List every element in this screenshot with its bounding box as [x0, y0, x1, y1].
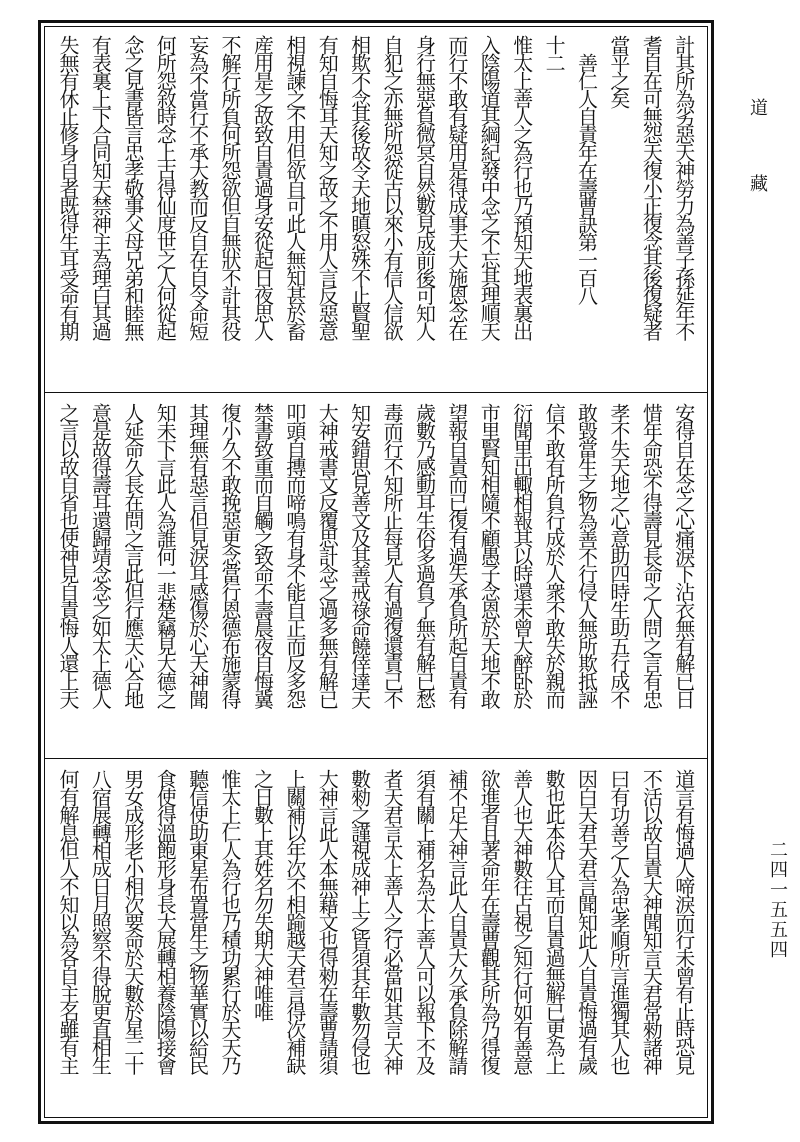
text-column: 何有解息但人不知以為各自主名雖有主: [56, 769, 80, 1074]
text-column: 身行無惡負微冥自然數見成前後可知人: [412, 35, 437, 340]
text-column: 惟太上善人之為行也乃預知天地表裏出: [509, 35, 534, 340]
text-column: 有表裏上下合同知天禁神主為理白其過: [88, 35, 113, 340]
margin-title-char-1: 道: [747, 98, 768, 118]
text-frame: [38, 20, 714, 1124]
margin-title-char-2: 藏: [747, 174, 768, 194]
text-column: 男女成形老小相次要命於天數於星二十: [120, 769, 145, 1074]
text-column: 安得自在念之心痛淚下沾衣無有解已日: [671, 403, 696, 708]
register-middle: [45, 397, 707, 758]
text-column: 之日數上其姓名勿失期大神唯唯: [250, 769, 275, 1020]
page-number: 二四一五五四: [767, 840, 788, 960]
text-column: 惜年命恐不得壽見長命之人問之言有忠: [639, 403, 664, 708]
text-column: 計其所為劣惡天神勞力為善子孫延年不: [671, 35, 696, 340]
text-column: 叩頭自摶而啼鳴有身不能自正而反多怨: [282, 403, 307, 708]
text-column: 耆自在可無怨天復小正復念其後復疑者: [639, 35, 664, 340]
text-column: 失無有休止修身自者既得生耳受命有期: [56, 35, 80, 340]
text-column: 望報自責而已復有過失承負所起自責有: [444, 403, 469, 708]
text-column: 不活以故自責大神聞知言天君常勑諸神: [639, 769, 664, 1074]
text-column: 其理無有惡言但見淚耳感傷於心天神聞: [185, 403, 210, 708]
text-column: 知未下言此人為誰何一悲楚竊見大德之: [153, 403, 178, 708]
text-column: 補不足大神言此人自責大久承負除解請: [444, 769, 469, 1074]
text-column: 入陰陽道其綱紀發中念之不忘其理順天: [477, 35, 502, 340]
text-column: 知安錯思見善文及其善戒祿命饒倖達天: [347, 403, 372, 708]
text-column: 禁書致重而自觸之致命不壽晨夜自悔冀: [250, 403, 275, 708]
text-column: 欲進者且著命年在壽曹觀其所為乃得復: [477, 769, 502, 1074]
text-column: 人延命久長在問之言此但行應天心合地: [120, 403, 145, 708]
register-top: [45, 29, 707, 390]
text-column: 數也此本俗人耳而自責過無解已更為上: [542, 769, 567, 1074]
text-column: 念之見書皆言忠孝敬事父母兄弟和睦無: [120, 35, 145, 340]
text-column: 市里賢知相隨不顧愚子念恩於天地不敢: [477, 403, 502, 708]
text-column: 有知自悔耳天知之故之不用人言反惡意: [315, 35, 340, 340]
text-column: 善人也大神數往占視之知行何如有善意: [509, 769, 534, 1074]
text-column: 而行不敢有疑用是得成事天大施恩念在: [444, 35, 469, 340]
text-column: 産用是之故致自責過身安從起日夜思人: [250, 35, 275, 340]
text-column: 之言以故自省也使神見自責悔人還上天: [56, 403, 80, 708]
text-column: 信不敢有所負行成於人衆不敢失於親而: [542, 403, 567, 708]
register-bottom: [45, 763, 707, 1124]
text-column: 復小久不敢挽惡更念當行恩德布施蒙得: [218, 403, 243, 708]
text-column: 者天君言太上善人之行必當如其言大神: [380, 769, 405, 1074]
text-column: 食使得溫飽形身長大展轉相養陰陽接會: [153, 769, 178, 1074]
text-column: 何所怨敘時念上古得仙度世之人何從起: [153, 35, 178, 340]
text-column: 因白天君天君言聞知此人自責悔過有歲: [574, 769, 599, 1074]
text-column: 須有關上補名為太上善人可以報下不及: [412, 769, 437, 1074]
text-column: 妄為不當行不承大教而反自在自令命短: [185, 35, 210, 340]
text-column: 上關補以年次不相踰越天君言得次補缺: [282, 769, 307, 1074]
text-column: 數勑之謹視成神上之皆須其年數勿侵也: [347, 769, 372, 1074]
text-column: 相欺不念其後故令天地瞋怒殊不止賢聖: [347, 35, 372, 340]
text-column: 聽信使助東星布置當生之物華實以給民: [185, 769, 210, 1074]
text-column: 自犯之亦無所怨從古以來小有信人信欲: [380, 35, 405, 340]
register-divider: [45, 392, 707, 393]
text-column: 八宿展轉相成日月照察不得脫更直相生: [88, 769, 113, 1074]
text-column: 善仁人自責年在壽曹訣第一百八: [574, 35, 599, 304]
text-column: 惟太上仁人為行也乃積功累行於天天乃: [218, 769, 243, 1074]
text-column: 歲數乃感動耳生俗多過負了無有解已愁: [412, 403, 437, 708]
text-column: 意是故得壽耳還歸靖念念之如太上德人: [88, 403, 113, 708]
text-column: 不解行所負何所怨欲但自無狀不計其役: [218, 35, 243, 340]
register-divider: [45, 758, 707, 759]
text-column: 敢毀當生之物為善不行侵人無所欺抵誣: [574, 403, 599, 708]
text-column: 道言有悔過人啼淚而行未曾有止時恐見: [671, 769, 696, 1074]
text-column: 大神言此人本無藉文也得勑在壽曹請須: [315, 769, 340, 1074]
text-column: 衍聞里出輙相報其以時還未曾大醉卧於: [509, 403, 534, 708]
text-column: 曰有功善之人為忠孝順所言進獨其人也: [606, 769, 631, 1074]
text-column: 當平之矣: [606, 35, 631, 107]
text-column: 大神戒書文反覆思計念之過多無有解已: [315, 403, 340, 708]
text-column: 毒而行不知所止每見人有過復還責己不: [380, 403, 405, 708]
text-column: 相視諫之不用但欲自可此人無知甚於畜: [282, 35, 307, 340]
text-column: 孝不失天地之心意助四時生助五行成不: [606, 403, 631, 708]
text-column: 十二: [542, 35, 567, 71]
